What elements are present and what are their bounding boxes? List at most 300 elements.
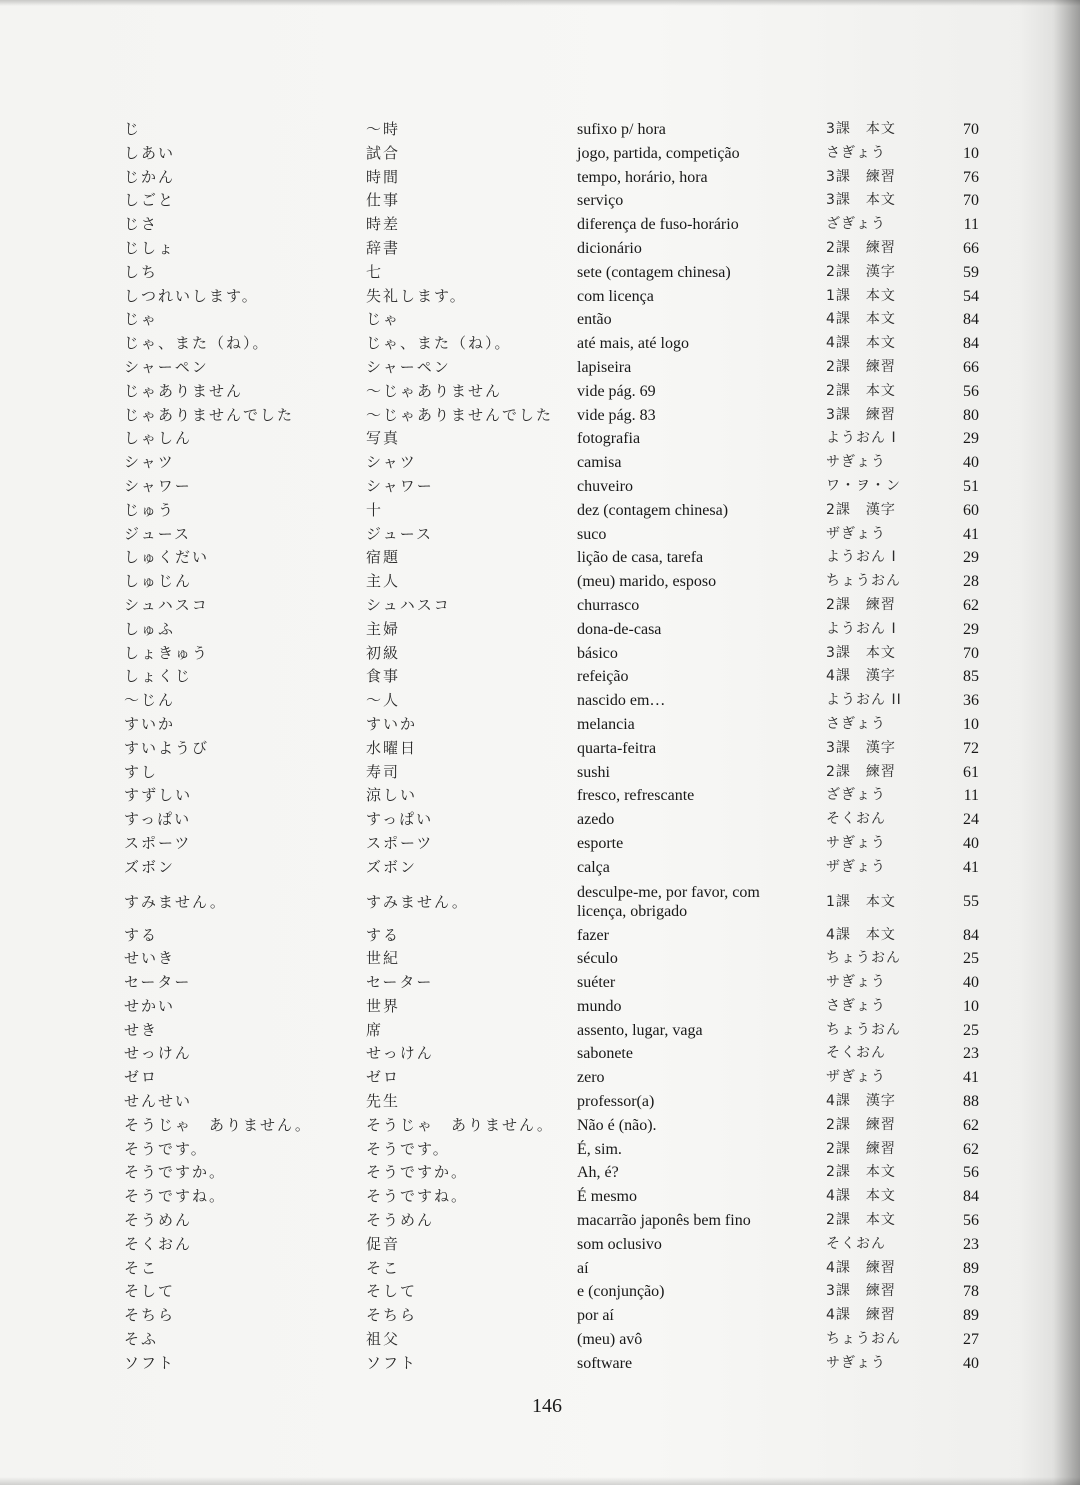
word-cell: ～人 [366, 691, 401, 710]
word-cell: 寿司 [366, 762, 401, 781]
entry-row [0, 784, 1080, 808]
word-cell: シャツ [366, 453, 417, 472]
meaning-cell: nascido em… [577, 692, 666, 710]
page-ref-cell: 55 [963, 892, 979, 910]
reading-cell: しゅじん [124, 572, 193, 591]
page-ref-cell: 40 [963, 834, 979, 852]
page-ref-cell: 23 [963, 1235, 979, 1253]
meaning-cell: vide pág. 69 [577, 382, 656, 400]
entry-row [0, 166, 1080, 190]
entry-row [0, 856, 1080, 880]
lesson-cell: ちょうおん [826, 1021, 901, 1038]
page-number: 146 [532, 1395, 562, 1417]
reading-cell: ～じん [124, 691, 176, 710]
meaning-cell: É mesmo [577, 1188, 637, 1206]
page-ref-cell: 89 [963, 1307, 979, 1325]
lesson-cell: ようおん I [826, 430, 897, 447]
meaning-cell: sufixo p/ hora [577, 121, 666, 138]
reading-cell: シャーペン [124, 357, 209, 376]
entry-row [0, 1114, 1080, 1138]
page-ref-cell: 84 [963, 926, 979, 944]
entry-row [0, 1066, 1080, 1090]
reading-cell: そうですか。 [124, 1163, 227, 1182]
page-ref-cell: 84 [963, 311, 979, 329]
lesson-cell: 2課 本文 [826, 1164, 896, 1181]
lesson-cell: ようおん I [826, 549, 897, 566]
word-cell: そして [366, 1282, 418, 1301]
lesson-cell: 4課 練習 [826, 1259, 896, 1276]
entry-row [0, 523, 1080, 547]
lesson-cell: ようおん II [826, 692, 902, 709]
word-cell: すっぱい [366, 810, 434, 829]
entry-row [0, 594, 1080, 618]
entry-row [0, 737, 1080, 761]
page-ref-cell: 76 [963, 168, 979, 186]
word-cell: ～じゃありませんでした [366, 405, 554, 424]
reading-cell: ゼロ [124, 1068, 159, 1087]
meaning-cell: esporte [577, 834, 624, 852]
meaning-cell: macarrão japonês bem fino [577, 1212, 751, 1230]
page-ref-cell: 40 [963, 974, 979, 992]
meaning-cell: lapiseira [577, 358, 632, 376]
entry-row [0, 404, 1080, 428]
lesson-cell: 2課 練習 [826, 596, 896, 613]
reading-cell: そうですね。 [124, 1187, 227, 1206]
meaning-cell: dona-de-casa [577, 620, 662, 638]
lesson-cell: 2課 練習 [826, 358, 896, 375]
reading-cell: しゅふ [124, 619, 176, 638]
word-cell: そうじゃ ありません。 [366, 1115, 554, 1134]
reading-cell: する [124, 925, 159, 944]
page-ref-cell: 41 [963, 525, 979, 543]
word-cell: ゼロ [366, 1068, 401, 1087]
entry-row [0, 237, 1080, 261]
word-cell: せっけん [366, 1044, 434, 1063]
reading-cell: すっぱい [124, 810, 192, 829]
page-ref-cell: 10 [963, 997, 979, 1015]
page-top-shadow [0, 0, 1080, 6]
entry-row [0, 1138, 1080, 1162]
meaning-cell: suéter [577, 974, 616, 992]
lesson-cell: ようおん I [826, 620, 897, 637]
meaning-cell: jogo, partida, competição [577, 144, 740, 162]
word-cell: 辞書 [366, 238, 401, 257]
meaning-cell: dicionário [577, 239, 642, 257]
page-ref-cell: 62 [963, 1116, 979, 1134]
reading-cell: ズボン [124, 857, 176, 876]
reading-cell: じ [124, 120, 142, 138]
word-cell: そうですね。 [366, 1187, 469, 1206]
reading-cell: そふ [124, 1330, 159, 1349]
page-ref-cell: 11 [963, 216, 979, 234]
lesson-cell: 3課 練習 [826, 406, 896, 423]
lesson-cell: 3課 本文 [826, 121, 896, 137]
word-cell: セーター [366, 973, 434, 992]
reading-cell: しあい [124, 143, 176, 162]
meaning-cell: sete (contagem chinesa) [577, 263, 731, 281]
entry-row [0, 642, 1080, 666]
page-ref-cell: 29 [963, 430, 979, 448]
entry-row [0, 713, 1080, 737]
entry-row [0, 924, 1080, 948]
reading-cell: そこ [124, 1258, 159, 1277]
meaning-cell: refeição [577, 668, 629, 686]
meaning-cell: sushi [577, 763, 610, 781]
meaning-cell: Não é (não). [577, 1116, 657, 1134]
word-cell: 時間 [366, 167, 401, 186]
lesson-cell: 4課 本文 [826, 311, 896, 328]
lesson-cell: 2課 練習 [826, 763, 896, 780]
entry-row [0, 356, 1080, 380]
meaning-cell: então [577, 311, 612, 329]
reading-cell: せかい [124, 996, 176, 1015]
meaning-cell: século [577, 950, 618, 968]
reading-cell: しょくじ [124, 667, 193, 686]
meaning-cell: zero [577, 1069, 605, 1087]
lesson-cell: 3課 漢字 [826, 739, 896, 756]
meaning-cell: fresco, refrescante [577, 787, 695, 805]
entry-row [0, 618, 1080, 642]
meaning-cell: assento, lugar, vaga [577, 1021, 703, 1039]
word-cell: 水曜日 [366, 738, 418, 757]
meaning-cell: fazer [577, 926, 609, 944]
page-ref-cell: 56 [963, 382, 979, 400]
entry-row [0, 142, 1080, 166]
word-cell: じゃ [366, 310, 401, 329]
reading-cell: すいか [124, 714, 176, 733]
word-cell: 試合 [366, 143, 401, 162]
word-cell: 世紀 [366, 949, 401, 968]
lesson-cell: 2課 漢字 [826, 263, 896, 280]
reading-cell: ジュース [124, 524, 191, 543]
entry-row [0, 213, 1080, 237]
page-ref-cell: 89 [963, 1259, 979, 1277]
word-cell: ソフト [366, 1353, 418, 1372]
lesson-cell: 3課 練習 [826, 168, 896, 185]
reading-cell: しごと [124, 191, 176, 210]
page-ref-cell: 70 [963, 121, 979, 138]
entry-row [0, 1161, 1080, 1185]
word-cell: シュハスコ [366, 595, 451, 614]
meaning-cell: melancia [577, 715, 635, 733]
reading-cell: じゃありません [124, 381, 244, 400]
word-cell: 主人 [366, 572, 401, 591]
page-ref-cell: 51 [963, 477, 979, 495]
reading-cell: しょきゅう [124, 643, 210, 662]
entry-row [0, 1328, 1080, 1352]
meaning-cell: e (conjunção) [577, 1283, 665, 1301]
reading-cell: そうめん [124, 1211, 193, 1230]
entry-row [0, 1257, 1080, 1281]
meaning-cell: mundo [577, 997, 622, 1015]
entry-row [0, 1209, 1080, 1233]
lesson-cell: 1課 本文 [826, 287, 896, 304]
entry-row [0, 947, 1080, 971]
lesson-cell: 4課 本文 [826, 926, 896, 943]
lesson-cell: ザぎょう [826, 858, 886, 875]
entry-row [0, 570, 1080, 594]
lesson-cell: サぎょう [826, 454, 886, 471]
word-cell: 七 [366, 262, 384, 281]
entry-row [0, 1090, 1080, 1114]
entry-row [0, 689, 1080, 713]
page-ref-cell: 84 [963, 1188, 979, 1206]
word-cell: 食事 [366, 667, 401, 686]
meaning-cell: básico [577, 644, 618, 662]
lesson-cell: 2課 練習 [826, 1116, 896, 1133]
word-cell: 世界 [366, 996, 401, 1015]
page-ref-cell: 41 [963, 858, 979, 876]
meaning-cell: dez (contagem chinesa) [577, 501, 729, 519]
reading-cell: ソフト [124, 1353, 176, 1372]
page-ref-cell: 41 [963, 1069, 979, 1087]
reading-cell: じゅう [124, 500, 176, 519]
reading-cell: シャワー [124, 476, 192, 495]
lesson-cell: 3課 練習 [826, 1283, 896, 1300]
meaning-cell: aí [577, 1259, 589, 1277]
page-ref-cell: 56 [963, 1212, 979, 1230]
lesson-cell: 1課 本文 [826, 893, 896, 910]
meaning-cell: Ah, é? [577, 1164, 619, 1182]
page-ref-cell: 56 [963, 1164, 979, 1182]
page-ref-cell: 40 [963, 1354, 979, 1372]
lesson-cell: そくおん [826, 1235, 886, 1252]
entry-row [0, 332, 1080, 356]
meaning-cell: desculpe-me, por favor, com licença, obrigado [577, 883, 760, 920]
word-cell: 祖父 [366, 1330, 401, 1349]
page-ref-cell: 70 [963, 192, 979, 210]
page-ref-cell: 66 [963, 358, 979, 376]
word-cell: 時差 [366, 215, 401, 234]
meaning-cell: É, sim. [577, 1140, 622, 1158]
entry-row [0, 189, 1080, 213]
page-ref-cell: 78 [963, 1283, 979, 1301]
page-ref-cell: 28 [963, 573, 979, 591]
reading-cell: せっけん [124, 1044, 192, 1063]
lesson-cell: 2課 本文 [826, 382, 896, 399]
reading-cell: そうです。 [124, 1139, 208, 1158]
reading-cell: じゃ [124, 310, 159, 329]
reading-cell: せき [124, 1020, 159, 1039]
word-cell: ズボン [366, 857, 418, 876]
reading-cell: すし [124, 762, 159, 781]
meaning-cell: (meu) marido, esposo [577, 573, 717, 591]
entry-row [0, 1042, 1080, 1066]
reading-cell: そくおん [124, 1234, 193, 1253]
entry-row [0, 1233, 1080, 1257]
reading-cell: すみません。 [124, 892, 227, 911]
word-cell: 先生 [366, 1092, 401, 1111]
page-ref-cell: 70 [963, 644, 979, 662]
page-ref-cell: 10 [963, 144, 979, 162]
word-cell: 初級 [366, 643, 401, 662]
lesson-cell: ざぎょう [826, 787, 886, 804]
lesson-cell: 4課 漢字 [826, 1093, 896, 1110]
page-ref-cell: 29 [963, 620, 979, 638]
lesson-cell: さぎょう [826, 715, 886, 732]
page-ref-cell: 36 [963, 692, 979, 710]
meaning-cell: diferença de fuso-horário [577, 216, 739, 234]
page-ref-cell: 80 [963, 406, 979, 424]
page-ref-cell: 72 [963, 739, 979, 757]
page-ref-cell: 84 [963, 335, 979, 353]
word-cell: すみません。 [366, 892, 469, 911]
entry-row [0, 832, 1080, 856]
word-cell: じゃ、また（ね）。 [366, 334, 512, 353]
page-ref-cell: 60 [963, 501, 979, 519]
reading-cell: じしょ [124, 238, 176, 257]
lesson-cell: ザぎょう [826, 525, 886, 542]
page-ref-cell: 66 [963, 239, 979, 257]
entry-row [0, 971, 1080, 995]
page-ref-cell: 10 [963, 715, 979, 733]
meaning-cell: tempo, horário, hora [577, 168, 708, 186]
lesson-cell: 2課 練習 [826, 239, 896, 256]
entry-row [0, 380, 1080, 404]
reading-cell: すいようび [124, 738, 210, 757]
lesson-cell: サぎょう [826, 974, 886, 991]
meaning-cell: com licença [577, 287, 654, 305]
lesson-cell: 2課 練習 [826, 1140, 896, 1157]
entry-row [0, 761, 1080, 785]
meaning-cell: lição de casa, tarefa [577, 549, 704, 567]
lesson-cell: 4課 本文 [826, 1188, 896, 1205]
page-ref-cell: 40 [963, 454, 979, 472]
word-cell: 失礼します。 [366, 286, 467, 305]
page-ref-cell: 88 [963, 1093, 979, 1111]
reading-cell: セーター [124, 973, 192, 992]
word-cell: シャワー [366, 476, 434, 495]
page-ref-cell: 62 [963, 1140, 979, 1158]
lesson-cell: サぎょう [826, 1354, 886, 1371]
reading-cell: じかん [124, 167, 176, 186]
entry-row [0, 308, 1080, 332]
lesson-cell: 4課 本文 [826, 335, 896, 352]
page-ref-cell: 59 [963, 263, 979, 281]
reading-cell: じさ [124, 215, 159, 234]
word-cell: そうですか。 [366, 1163, 469, 1182]
entry-row [0, 1352, 1080, 1376]
lesson-cell: ワ・ヲ・ン [826, 477, 901, 494]
page-ref-cell: 27 [963, 1331, 979, 1349]
lesson-cell: そくおん [826, 1045, 886, 1062]
page-ref-cell: 11 [963, 787, 979, 805]
meaning-cell: (meu) avô [577, 1331, 643, 1349]
meaning-cell: até mais, até logo [577, 335, 689, 353]
meaning-cell: por aí [577, 1307, 614, 1325]
word-cell: ジュース [366, 524, 433, 543]
page-ref-cell: 54 [963, 287, 979, 305]
reading-cell: そちら [124, 1306, 176, 1325]
lesson-cell: そくおん [826, 811, 886, 828]
meaning-cell: professor(a) [577, 1093, 655, 1111]
word-cell: ～時 [366, 120, 401, 138]
reading-cell: しつれいします。 [124, 286, 259, 305]
reading-cell: シュハスコ [124, 595, 209, 614]
word-cell: 写真 [366, 429, 401, 448]
reading-cell: じゃ、また（ね）。 [124, 334, 270, 353]
word-cell: 涼しい [366, 786, 418, 805]
reading-cell: しゃしん [124, 429, 193, 448]
meaning-cell: suco [577, 525, 607, 543]
page-ref-cell: 23 [963, 1045, 979, 1063]
word-cell: 宿題 [366, 548, 401, 567]
lesson-cell: 4課 漢字 [826, 668, 896, 685]
entry-row [0, 546, 1080, 570]
lesson-cell: 3課 本文 [826, 644, 896, 661]
entry-row [0, 880, 1080, 924]
page-ref-cell: 85 [963, 668, 979, 686]
word-cell: シャーペン [366, 357, 451, 376]
reading-cell: すずしい [124, 786, 193, 805]
page-ref-cell: 25 [963, 950, 979, 968]
vocabulary-index [0, 118, 1080, 1376]
entry-row [0, 1185, 1080, 1209]
entry-row [0, 1304, 1080, 1328]
meaning-cell: vide pág. 83 [577, 406, 656, 424]
meaning-cell: software [577, 1354, 633, 1372]
reading-cell: シャツ [124, 453, 175, 472]
word-cell: 十 [366, 500, 384, 519]
entry-row [0, 995, 1080, 1019]
meaning-cell: camisa [577, 454, 622, 472]
meaning-cell: calça [577, 858, 610, 876]
word-cell: すいか [366, 714, 418, 733]
page-ref-cell: 61 [963, 763, 979, 781]
entry-row [0, 1280, 1080, 1304]
entry-row [0, 451, 1080, 475]
word-cell: そこ [366, 1258, 401, 1277]
meaning-cell: chuveiro [577, 477, 633, 495]
reading-cell: しゅくだい [124, 548, 210, 567]
entry-row [0, 285, 1080, 309]
reading-cell: せんせい [124, 1092, 193, 1111]
page-ref-cell: 29 [963, 549, 979, 567]
reading-cell: スポーツ [124, 833, 192, 852]
entry-row [0, 118, 1080, 142]
lesson-cell: ざぎょう [826, 216, 886, 233]
lesson-cell: さぎょう [826, 144, 886, 161]
entry-row [0, 475, 1080, 499]
word-cell: そちら [366, 1306, 418, 1325]
lesson-cell: 2課 漢字 [826, 501, 896, 518]
entry-row [0, 261, 1080, 285]
meaning-cell: quarta-feitra [577, 739, 657, 757]
reading-cell: せいき [124, 949, 176, 968]
reading-cell: じゃありませんでした [124, 405, 295, 424]
meaning-cell: churrasco [577, 596, 640, 614]
word-cell: そうめん [366, 1211, 435, 1230]
word-cell: ～じゃありません [366, 381, 503, 400]
lesson-cell: サぎょう [826, 834, 886, 851]
lesson-cell: 4課 練習 [826, 1307, 896, 1324]
word-cell: 主婦 [366, 619, 401, 638]
word-cell: 仕事 [366, 191, 401, 210]
page-ref-cell: 62 [963, 596, 979, 614]
meaning-cell: sabonete [577, 1045, 633, 1063]
entry-row [0, 499, 1080, 523]
entry-row [0, 665, 1080, 689]
word-cell: そうです。 [366, 1139, 450, 1158]
lesson-cell: 2課 本文 [826, 1212, 896, 1229]
word-cell: する [366, 925, 401, 944]
word-cell: スポーツ [366, 833, 434, 852]
lesson-cell: ちょうおん [826, 573, 901, 590]
lesson-cell: ちょうおん [826, 950, 901, 967]
meaning-cell: serviço [577, 192, 624, 210]
word-cell: 促音 [366, 1234, 401, 1253]
meaning-cell: som oclusivo [577, 1235, 662, 1253]
